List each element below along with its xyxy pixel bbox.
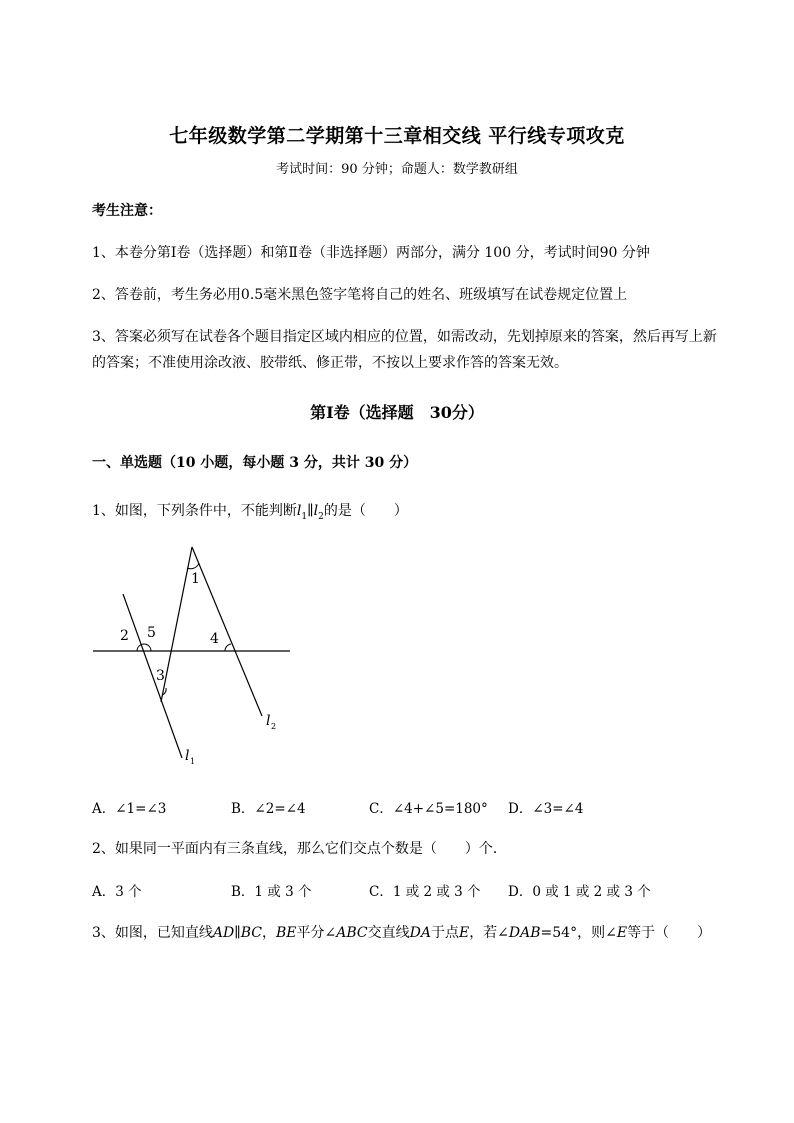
q3-part-8: 于点 <box>430 925 459 941</box>
q3-part-3: BE <box>275 925 297 941</box>
q1-option-d[interactable]: D．∠3=∠4 <box>508 801 584 817</box>
q1-option-a[interactable]: A．∠1=∠3 <box>92 801 167 817</box>
q1-math-l2-sub: 2 <box>318 511 324 522</box>
notice-label: 考生注意： <box>92 203 162 219</box>
q1-math-l1-sub: 1 <box>301 511 308 522</box>
q2-option-d[interactable]: D．0 或 1 或 2 或 3 个 <box>508 884 651 900</box>
q2-option-c[interactable]: C．1 或 2 或 3 个 <box>369 884 481 900</box>
q3-part-6: 交直线 <box>367 925 410 941</box>
angle-arc-4 <box>225 644 231 651</box>
q3-part-0: 3、如图，已知直线 <box>92 925 213 941</box>
angle-arc-2-5 <box>137 644 151 651</box>
q1-math-parallel: ∥ <box>307 503 314 519</box>
q1-math-l1: l <box>296 503 302 519</box>
line-label-l1: l <box>185 748 190 764</box>
notice-item-1: 1、本卷分第Ⅰ卷（选择题）和第Ⅱ卷（非选择题）两部分，满分 100 分，考试时间90 分钟 <box>92 245 650 261</box>
q1-stem-suffix: 的是（ ） <box>323 503 408 519</box>
q3-part-9: E <box>458 925 470 941</box>
line-l1 <box>123 594 182 758</box>
q2-option-b[interactable]: B．1 或 3 个 <box>231 884 312 900</box>
angle-label-5: 5 <box>147 625 156 641</box>
angle-label-3: 3 <box>156 668 165 684</box>
q3-part-12: =54°，则∠ <box>540 925 617 941</box>
q3-part-2: ， <box>261 925 276 941</box>
exam-title: 七年级数学第二学期第十三章相交线 平行线专项攻克 <box>169 125 625 147</box>
q1-option-c[interactable]: C．∠4+∠5=180° <box>369 801 488 817</box>
section-title: 第Ⅰ卷（选择题 30分） <box>310 403 484 422</box>
angle-label-1: 1 <box>191 571 200 587</box>
q3-part-10: ，若∠ <box>469 925 509 941</box>
notice-item-3: 3、答案必须写在试卷各个题目指定区域内相应的位置，如需改动，先划掉原来的答案，然后再写上新 <box>92 329 717 345</box>
q1-stem-prefix: 1、如图，下列条件中，不能判断 <box>92 503 297 519</box>
q3-part-5: ABC <box>336 925 368 941</box>
exam-subtitle: 考试时间：90 分钟；命题人：数学教研组 <box>276 162 518 177</box>
q3-part-7: DA <box>409 925 431 941</box>
q2-option-a[interactable]: A．3 个 <box>92 884 142 900</box>
line-label-l1-sub: 1 <box>190 757 196 766</box>
q3-part-13: E <box>616 925 628 941</box>
q3-part-11: DAB <box>508 925 541 941</box>
q3-part-4: 平分∠ <box>296 925 337 941</box>
q1-math-l2: l <box>313 503 319 519</box>
line-label-l2-sub: 2 <box>271 722 277 731</box>
slanted-line <box>161 547 192 702</box>
angle-label-2: 2 <box>120 628 129 644</box>
line-l2 <box>192 547 262 716</box>
question-2-stem: 2、如果同一平面内有三条直线，那么它们交点个数是（ ）个． <box>92 841 507 857</box>
q1-option-b[interactable]: B．∠2=∠4 <box>231 801 306 817</box>
q3-part-14: 等于（ ） <box>627 925 712 941</box>
line-label-l2: l <box>266 713 271 729</box>
q3-part-1: AD∥BC <box>212 925 262 941</box>
part-heading: 一、单选题（10 小题，每小题 3 分，共计 30 分） <box>92 455 418 471</box>
notice-item-3-cont: 的答案；不准使用涂改液、胶带纸、修正带，不按以上要求作答的答案无效。 <box>92 355 568 371</box>
notice-item-2: 2、答卷前，考生务必用0.5毫米黑色签字笔将自己的姓名、班级填写在试卷规定位置上 <box>92 287 628 303</box>
angle-label-4: 4 <box>210 631 219 647</box>
question-3-stem <box>92 922 711 942</box>
